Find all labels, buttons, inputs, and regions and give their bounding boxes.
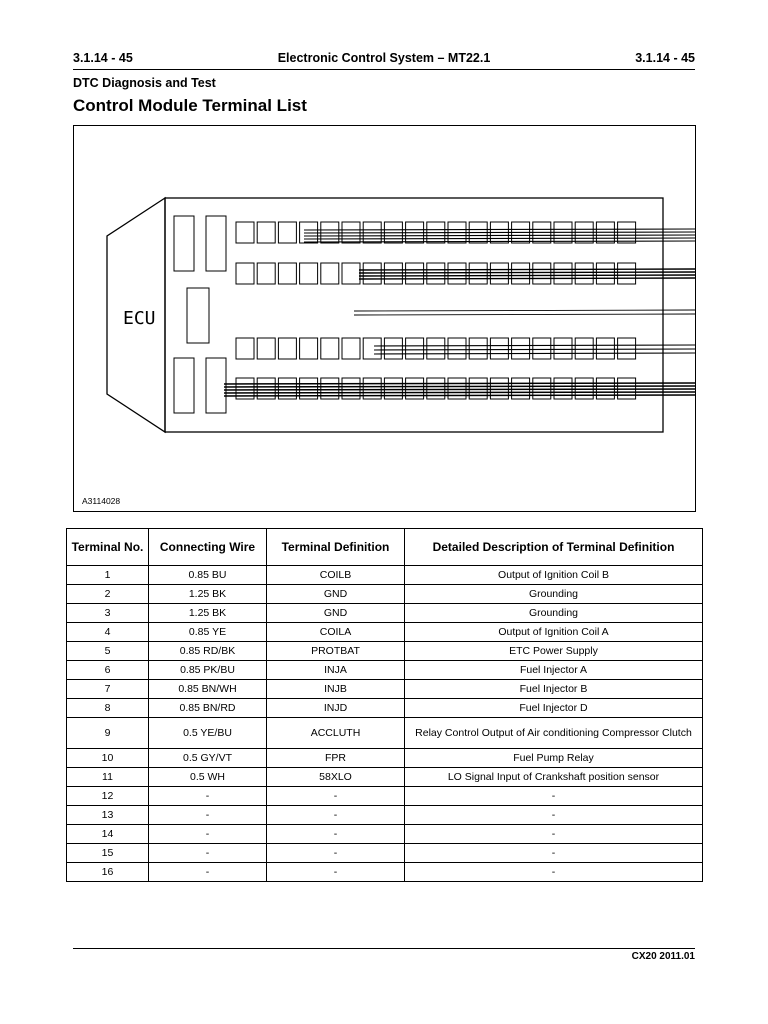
- footer-rule: [73, 948, 695, 949]
- cell-terminal-definition: PROTBAT: [267, 642, 405, 661]
- page-header: [73, 51, 695, 67]
- ecu-label: ECU: [123, 308, 156, 329]
- header-connecting-wire: Connecting Wire: [149, 529, 267, 566]
- cell-description: -: [405, 844, 703, 863]
- wire: [359, 275, 696, 276]
- table-row: [67, 566, 703, 585]
- cavity-tall: [206, 216, 226, 271]
- pin-cavity: [257, 263, 275, 284]
- cell-description: Grounding: [405, 585, 703, 604]
- cell-terminal-no: 10: [67, 749, 149, 768]
- cell-description: Grounding: [405, 604, 703, 623]
- cell-terminal-no: 7: [67, 680, 149, 699]
- cell-description: ETC Power Supply: [405, 642, 703, 661]
- table-row: [67, 680, 703, 699]
- pin-cavity: [512, 338, 530, 359]
- connector-figure: [73, 125, 696, 512]
- pin-cavity: [363, 338, 381, 359]
- cell-terminal-no: 14: [67, 825, 149, 844]
- pin-cavity: [257, 222, 275, 243]
- cell-description: -: [405, 825, 703, 844]
- wire: [224, 383, 696, 384]
- cell-terminal-no: 5: [67, 642, 149, 661]
- cell-terminal-definition: -: [267, 787, 405, 806]
- wire: [224, 389, 696, 390]
- section-heading: DTC Diagnosis and Test: [73, 76, 216, 90]
- table-header-row: [67, 529, 703, 566]
- header-chapter-title: Electronic Control System – MT22.1: [277, 51, 491, 65]
- cell-connecting-wire: -: [149, 825, 267, 844]
- header-section-number-right: 3.1.14 - 45: [635, 51, 695, 65]
- wire: [224, 395, 696, 396]
- cell-terminal-no: 4: [67, 623, 149, 642]
- table-row: [67, 623, 703, 642]
- cell-terminal-definition: -: [267, 844, 405, 863]
- cell-terminal-definition: GND: [267, 585, 405, 604]
- pin-cavity: [554, 338, 572, 359]
- pin-cavity: [512, 263, 530, 284]
- pin-cavity: [236, 263, 254, 284]
- cell-description: Output of Ignition Coil B: [405, 566, 703, 585]
- wire: [359, 269, 696, 270]
- pin-cavity: [575, 338, 593, 359]
- cell-description: Fuel Injector B: [405, 680, 703, 699]
- cell-connecting-wire: -: [149, 844, 267, 863]
- table-row: [67, 642, 703, 661]
- cell-terminal-no: 15: [67, 844, 149, 863]
- pin-cavity: [469, 263, 487, 284]
- cavity-tall: [206, 358, 226, 413]
- cell-terminal-no: 1: [67, 566, 149, 585]
- terminal-table: [66, 528, 703, 882]
- pin-cavity: [321, 263, 339, 284]
- wire: [224, 392, 696, 393]
- cavity-tall: [174, 358, 194, 413]
- pin-cavity: [236, 222, 254, 243]
- cell-connecting-wire: 0.5 GY/VT: [149, 749, 267, 768]
- cell-terminal-definition: INJB: [267, 680, 405, 699]
- cell-terminal-definition: -: [267, 825, 405, 844]
- cell-terminal-no: 11: [67, 768, 149, 787]
- cell-terminal-no: 3: [67, 604, 149, 623]
- cell-description: Fuel Injector A: [405, 661, 703, 680]
- cell-description: -: [405, 806, 703, 825]
- cell-terminal-definition: -: [267, 806, 405, 825]
- pin-cavity: [618, 263, 636, 284]
- pin-cavity: [257, 338, 275, 359]
- pin-cavity: [321, 338, 339, 359]
- pin-cavity: [448, 338, 466, 359]
- pin-cavity: [596, 338, 614, 359]
- cell-terminal-no: 8: [67, 699, 149, 718]
- cell-connecting-wire: -: [149, 863, 267, 882]
- pin-cavity: [469, 338, 487, 359]
- cell-terminal-definition: COILB: [267, 566, 405, 585]
- cell-connecting-wire: 0.5 WH: [149, 768, 267, 787]
- cell-connecting-wire: -: [149, 806, 267, 825]
- cell-description: -: [405, 863, 703, 882]
- pin-cavity: [490, 263, 508, 284]
- cell-connecting-wire: 1.25 BK: [149, 585, 267, 604]
- cell-connecting-wire: 1.25 BK: [149, 604, 267, 623]
- cell-connecting-wire: 0.85 YE: [149, 623, 267, 642]
- pin-cavity: [342, 338, 360, 359]
- pin-cavity: [448, 263, 466, 284]
- wire: [224, 386, 696, 387]
- cavity-tall: [187, 288, 209, 343]
- cell-terminal-no: 6: [67, 661, 149, 680]
- header-detailed-description: Detailed Description of Terminal Definition: [405, 529, 703, 566]
- cell-terminal-definition: -: [267, 863, 405, 882]
- cell-connecting-wire: 0.85 PK/BU: [149, 661, 267, 680]
- pin-cavity: [278, 263, 296, 284]
- pin-cavity: [384, 338, 402, 359]
- table-row: [67, 699, 703, 718]
- cell-terminal-no: 12: [67, 787, 149, 806]
- wire: [354, 314, 696, 315]
- header-terminal-definition: Terminal Definition: [267, 529, 405, 566]
- wire: [374, 345, 696, 346]
- ecu-connector-diagram: [74, 126, 696, 512]
- pin-cavity: [618, 338, 636, 359]
- cavity-tall: [174, 216, 194, 271]
- cell-description: -: [405, 787, 703, 806]
- cell-terminal-no: 13: [67, 806, 149, 825]
- pin-cavity: [575, 263, 593, 284]
- cell-terminal-definition: COILA: [267, 623, 405, 642]
- cell-terminal-definition: INJD: [267, 699, 405, 718]
- pin-cavity: [533, 263, 551, 284]
- wire: [359, 272, 696, 273]
- cell-connecting-wire: 0.5 YE/BU: [149, 718, 267, 749]
- pin-cavity: [490, 338, 508, 359]
- pin-cavity: [596, 263, 614, 284]
- page-title: Control Module Terminal List: [73, 96, 307, 115]
- pin-cavity: [300, 263, 318, 284]
- pin-cavity: [427, 338, 445, 359]
- cell-connecting-wire: -: [149, 787, 267, 806]
- cell-terminal-definition: ACCLUTH: [267, 718, 405, 749]
- pin-cavity: [236, 338, 254, 359]
- wire: [374, 353, 696, 354]
- pin-cavity: [278, 338, 296, 359]
- table-row: [67, 787, 703, 806]
- table-row: [67, 718, 703, 749]
- pin-cavity: [342, 263, 360, 284]
- pin-cavity: [533, 338, 551, 359]
- cell-description: Fuel Pump Relay: [405, 749, 703, 768]
- header-rule: [73, 69, 695, 70]
- pin-cavity: [554, 263, 572, 284]
- table-row: [67, 749, 703, 768]
- pin-cavity: [278, 222, 296, 243]
- cell-terminal-definition: GND: [267, 604, 405, 623]
- cell-description: LO Signal Input of Crankshaft position sensor: [405, 768, 703, 787]
- cell-connecting-wire: 0.85 BU: [149, 566, 267, 585]
- table-row: [67, 768, 703, 787]
- pin-cavity: [427, 263, 445, 284]
- cell-description: Fuel Injector D: [405, 699, 703, 718]
- table-row: [67, 585, 703, 604]
- cell-terminal-definition: FPR: [267, 749, 405, 768]
- header-section-number-left: 3.1.14 - 45: [73, 51, 133, 65]
- cell-connecting-wire: 0.85 RD/BK: [149, 642, 267, 661]
- table-row: [67, 863, 703, 882]
- cell-description: Output of Ignition Coil A: [405, 623, 703, 642]
- wire: [354, 310, 696, 311]
- table-row: [67, 844, 703, 863]
- wire: [359, 278, 696, 279]
- wire-harness: [224, 229, 696, 396]
- figure-code: A3114028: [82, 496, 121, 506]
- pin-cavity: [300, 338, 318, 359]
- cell-connecting-wire: 0.85 BN/RD: [149, 699, 267, 718]
- footer-edition: CX20 2011.01: [631, 951, 695, 962]
- cell-terminal-definition: 58XLO: [267, 768, 405, 787]
- table-row: [67, 806, 703, 825]
- cell-terminal-no: 2: [67, 585, 149, 604]
- pin-cavity: [406, 338, 424, 359]
- cell-connecting-wire: 0.85 BN/WH: [149, 680, 267, 699]
- cell-description: Relay Control Output of Air conditioning Compressor Clutch: [405, 718, 703, 749]
- table-row: [67, 661, 703, 680]
- wire: [374, 349, 696, 350]
- table-row: [67, 825, 703, 844]
- table-row: [67, 604, 703, 623]
- cell-terminal-definition: INJA: [267, 661, 405, 680]
- header-terminal-no: Terminal No.: [67, 529, 149, 566]
- cell-terminal-no: 9: [67, 718, 149, 749]
- cell-terminal-no: 16: [67, 863, 149, 882]
